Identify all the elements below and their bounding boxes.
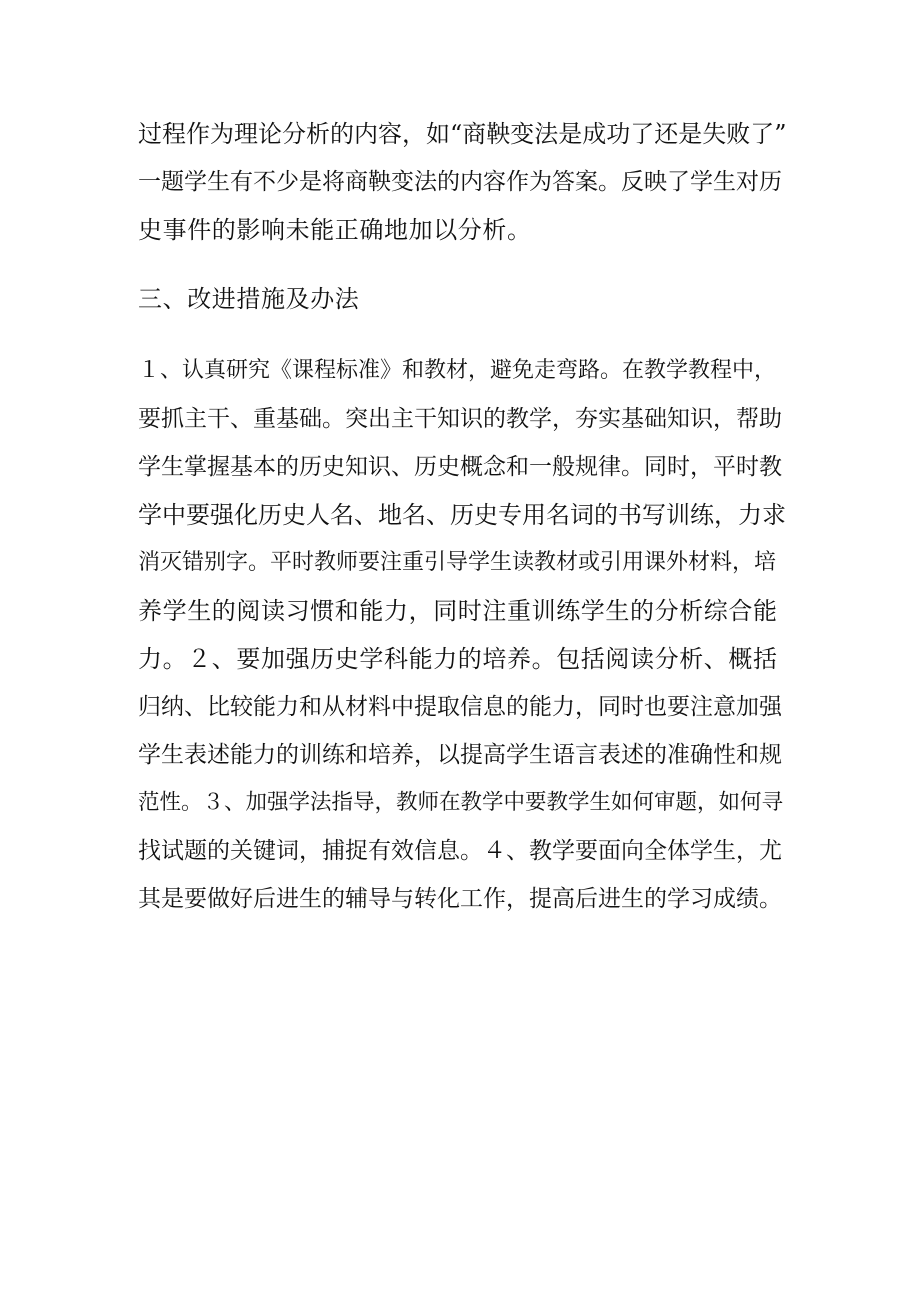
- paragraph-line: 养学生的阅读习惯和能力，同时注重训练学生的分析综合能: [138, 597, 778, 625]
- paragraph-line: 史事件的影响未能正确地加以分析。: [138, 216, 532, 244]
- analysis-paragraph: [138, 110, 788, 254]
- paragraph-line: 力。２、要加强历史学科能力的培养。包括阅读分析、概括: [138, 645, 778, 673]
- measures-paragraph: [138, 347, 788, 923]
- paragraph-line: 消灭错别字。平时教师要注重引导学生读教材或引用课外材料，培: [138, 550, 777, 575]
- paragraph-line: 其是要做好后进生的辅导与转化工作，提高后进生的学习成绩。: [138, 886, 782, 912]
- section-heading: 三、改进措施及办法: [138, 285, 360, 313]
- paragraph-line: 找试题的关键词，捕捉有效信息。４、教学要面向全体学生，尤: [138, 838, 782, 864]
- paragraph-line: 要抓主干、重基础。突出主干知识的教学，夯实基础知识，帮助: [138, 406, 782, 432]
- paragraph-line: 学生表述能力的训练和培养，以提高学生语言表述的准确性和规: [138, 742, 782, 768]
- paragraph-line: １、认真研究《课程标准》和教材，避免走弯路。在教学教程中，: [138, 358, 777, 383]
- paragraph-line: 范性。３、加强学法指导，教师在教学中要教学生如何审题，如何寻: [138, 790, 784, 815]
- paragraph-line: 学中要强化历史人名、地名、历史专用名词的书写训练，力求: [138, 501, 786, 529]
- paragraph-line: 学生掌握基本的历史知识、历史概念和一般规律。同时，平时教: [138, 454, 782, 480]
- paragraph-line: 归纳、比较能力和从材料中提取信息的能力，同时也要注意加强: [138, 694, 782, 720]
- paragraph-line: 一题学生有不少是将商鞅变法的内容作为答案。反映了学生对历: [138, 169, 782, 195]
- paragraph-line: 过程作为理论分析的内容，如“商鞅变法是成功了还是失败了”: [138, 120, 787, 148]
